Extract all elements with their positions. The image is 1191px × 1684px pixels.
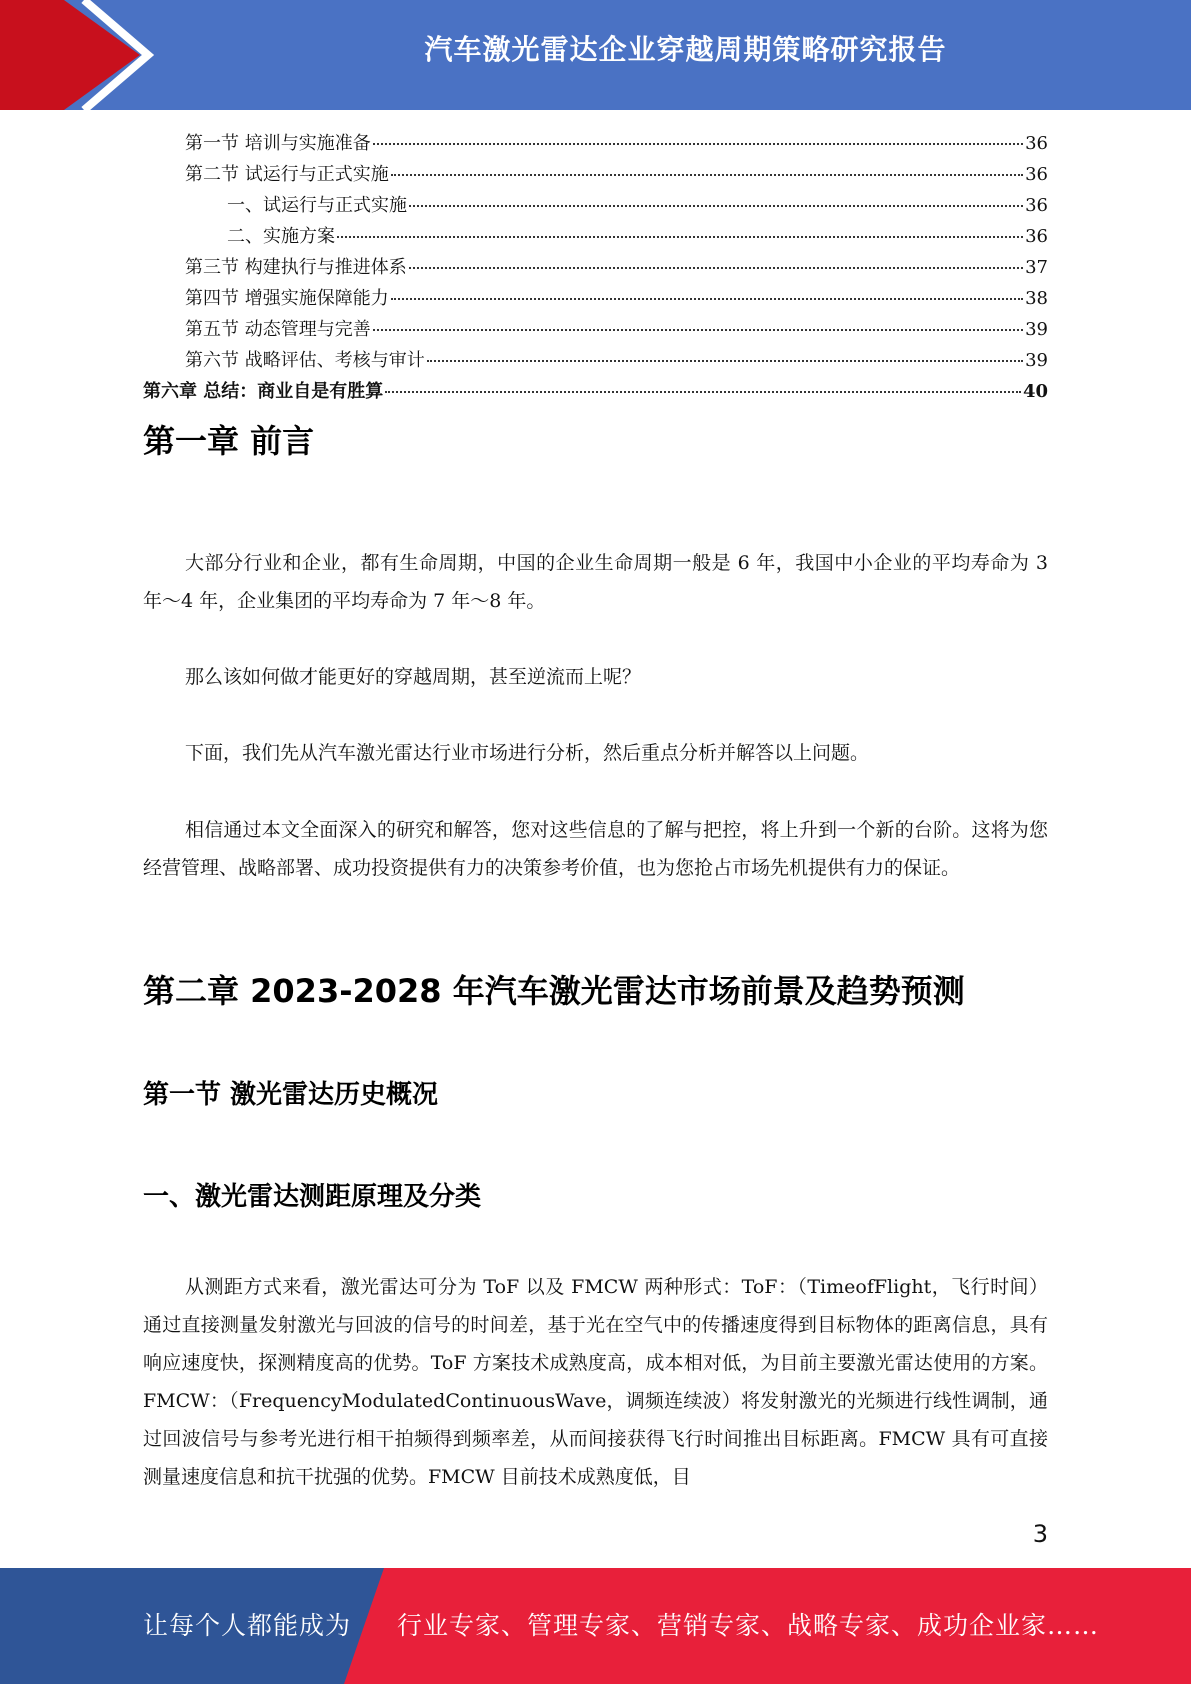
chapter-2-paragraph: 从测距方式来看，激光雷达可分为 ToF 以及 FMCW 两种形式：ToF：（TimeofFlight，飞行时间）通过直接测量发射激光与回波的信号的时间差，基于光在空气中的传播速度得到目标物体的距离信息，具有响应速度快，探测精度高的优势。ToF 方案技术成熟度高，成本相对低，为目前主要激光雷达使用的方案。FMCW：（FrequencyModulatedContinuousWave，调频连续波）将发射激光的光频进行线性调制，通过回波信号与参考光进行相干拍频得到频率差，从而间接获得飞行时间推出目标距离。FMCW 具有可直接测量速度信息和抗干扰强的优势。FMCW 目前技术成熟度低，目 bbox=[143, 1276, 1048, 1488]
toc-leader-dots bbox=[391, 173, 1023, 176]
toc-entry-page: 36 bbox=[1025, 195, 1048, 216]
toc-entry-title: 第六章 总结：商业自是有胜算 bbox=[143, 381, 384, 402]
toc-entry[interactable] bbox=[143, 128, 1048, 159]
page-number: 3 bbox=[1032, 1520, 1048, 1548]
toc-leader-dots bbox=[385, 390, 1021, 393]
toc-entry[interactable] bbox=[143, 252, 1048, 283]
toc-leader-dots bbox=[409, 266, 1023, 269]
page-header bbox=[0, 0, 1191, 110]
toc-entry-page: 39 bbox=[1025, 350, 1048, 371]
header-arrow-shape bbox=[0, 0, 160, 110]
toc-entry[interactable] bbox=[143, 221, 1048, 252]
toc-leader-dots bbox=[373, 328, 1023, 331]
toc-entry-page: 36 bbox=[1025, 164, 1048, 185]
chapter-1-title: 第一章 前言 bbox=[143, 422, 315, 460]
toc-leader-dots bbox=[427, 359, 1023, 362]
toc-leader-dots bbox=[391, 297, 1023, 300]
toc-entry-page: 38 bbox=[1025, 288, 1048, 309]
table-of-contents bbox=[143, 128, 1048, 407]
toc-entry-page: 39 bbox=[1025, 319, 1048, 340]
toc-entry-title: 第六节 战略评估、考核与审计 bbox=[185, 350, 425, 371]
toc-entry[interactable] bbox=[143, 190, 1048, 221]
toc-leader-dots bbox=[337, 235, 1023, 238]
toc-entry-title: 第二节 试运行与正式实施 bbox=[185, 164, 389, 185]
page-footer bbox=[0, 1568, 1191, 1684]
chapter-1-paragraph-3: 下面，我们先从汽车激光雷达行业市场进行分析，然后重点分析并解答以上问题。 bbox=[185, 742, 870, 764]
chapter-2-title: 第二章 2023-2028 年汽车激光雷达市场前景及趋势预测 bbox=[143, 972, 965, 1010]
toc-entry-title: 一、试运行与正式实施 bbox=[227, 195, 407, 216]
header-arrow-red bbox=[0, 0, 140, 110]
subsection-title: 一、激光雷达测距原理及分类 bbox=[143, 1182, 482, 1212]
toc-entry[interactable] bbox=[143, 345, 1048, 376]
footer-slogan-right: 行业专家、管理专家、营销专家、战略专家、成功企业家…… bbox=[397, 1611, 1100, 1640]
chapter-1-paragraph-4: 相信通过本文全面深入的研究和解答，您对这些信息的了解与把控，将上升到一个新的台阶。这将为您经营管理、战略部署、成功投资提供有力的决策参考价值，也为您抢占市场先机提供有力的保证。 bbox=[143, 819, 1048, 879]
footer-slogan-left: 让每个人都能成为 bbox=[143, 1611, 352, 1640]
toc-leader-dots bbox=[409, 204, 1023, 207]
toc-entry-title: 第一节 培训与实施准备 bbox=[185, 133, 371, 154]
chapter-1-paragraph-2: 那么该如何做才能更好的穿越周期，甚至逆流而上呢？ bbox=[185, 666, 642, 688]
toc-entry-title: 第四节 增强实施保障能力 bbox=[185, 288, 389, 309]
toc-entry-page: 36 bbox=[1025, 226, 1048, 247]
chapter-1-paragraph-1: 大部分行业和企业，都有生命周期，中国的企业生命周期一般是 6 年，我国中小企业的平均寿命为 3 年～4 年，企业集团的平均寿命为 7 年～8 年。 bbox=[143, 552, 1048, 612]
report-title: 汽车激光雷达企业穿越周期策略研究报告 bbox=[424, 33, 947, 66]
toc-entry[interactable] bbox=[143, 159, 1048, 190]
toc-entry[interactable] bbox=[143, 376, 1048, 407]
toc-entry[interactable] bbox=[143, 314, 1048, 345]
toc-leader-dots bbox=[373, 142, 1023, 145]
section-title: 第一节 激光雷达历史概况 bbox=[143, 1080, 439, 1110]
toc-entry-page: 37 bbox=[1025, 257, 1048, 278]
toc-entry-page: 36 bbox=[1025, 133, 1048, 154]
toc-entry[interactable] bbox=[143, 283, 1048, 314]
toc-entry-title: 第三节 构建执行与推进体系 bbox=[185, 257, 407, 278]
toc-entry-title: 第五节 动态管理与完善 bbox=[185, 319, 371, 340]
toc-entry-page: 40 bbox=[1022, 381, 1048, 402]
toc-entry-title: 二、实施方案 bbox=[227, 226, 335, 247]
